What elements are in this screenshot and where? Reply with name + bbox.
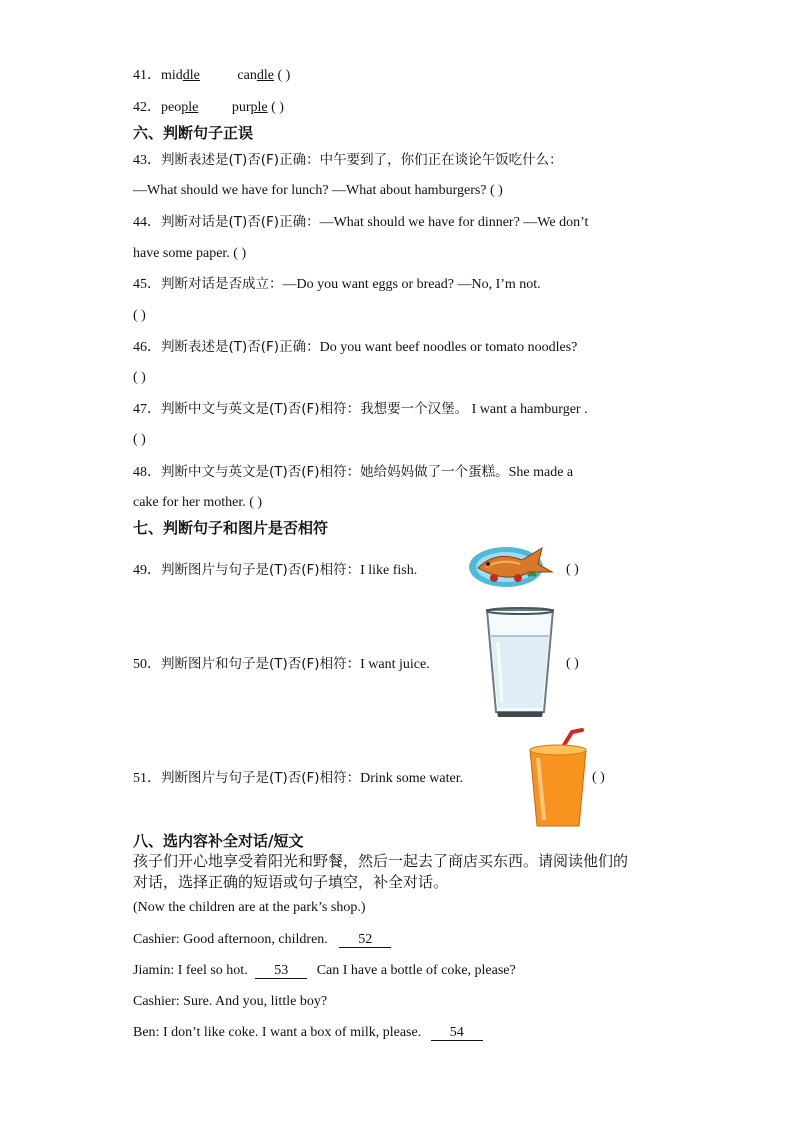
intro-line-1: 孩子们开心地享受着阳光和野餐，然后一起去了商店买东西。请阅读他们的 (133, 852, 629, 870)
q51-answer-paren[interactable]: ( ) (592, 770, 605, 785)
q49-english: I like fish. (360, 563, 418, 578)
blank-53[interactable]: 53 (255, 963, 307, 979)
q44-number: 44． (133, 215, 161, 230)
q42-word1-underlined: ple (181, 100, 199, 115)
question-50 (133, 655, 430, 674)
q45-answer-paren[interactable]: ( ) (133, 308, 146, 323)
question-48-continued: cake for her mother. ( ) (133, 495, 263, 510)
q49-number: 49． (133, 563, 161, 578)
q41-word2-underlined: dle (256, 68, 274, 83)
q46-english: Do you want beef noodles or tomato noodles? (319, 340, 578, 355)
question-44 (133, 213, 588, 232)
juice-surface (530, 745, 586, 755)
q45-english: —Do you want eggs or bread? —No, I’m not. (282, 277, 541, 292)
dialogue-4-text: Ben: I don’t like coke. I want a box of milk, please. (133, 1025, 422, 1040)
q41-word2-prefix: can (237, 68, 257, 83)
q51-number: 51． (133, 771, 161, 786)
question-43 (133, 151, 563, 170)
question-45 (133, 275, 541, 294)
q49-answer-paren[interactable]: ( ) (566, 562, 579, 577)
q41-word1-prefix: mid (161, 68, 183, 83)
q45-number: 45． (133, 277, 161, 292)
q44-chinese: 判断对话是(T)否(F)正确： (161, 214, 320, 230)
q42-word1-prefix: peo (161, 100, 182, 115)
blank-52[interactable]: 52 (339, 932, 391, 948)
q50-number: 50． (133, 657, 161, 672)
q44-english: —What should we have for dinner? —We don’t (319, 215, 589, 230)
q43-number: 43． (133, 153, 161, 168)
q48-chinese: 判断中文与英文是(T)否(F)相符：她给妈妈做了一个蛋糕。 (161, 464, 509, 480)
q50-english: I want juice. (360, 657, 430, 672)
question-46 (133, 338, 577, 357)
q42-word2-prefix: pur (231, 100, 251, 115)
q50-answer-paren[interactable]: ( ) (566, 656, 579, 671)
question-44-continued: have some paper. ( ) (133, 246, 247, 261)
dialogue-2-text-a: Jiamin: I feel so hot. (133, 963, 248, 978)
dialogue-2-text-b: Can I have a bottle of coke, please? (316, 963, 516, 978)
question-51 (133, 769, 463, 788)
q45-chinese: 判断对话是否成立： (161, 276, 283, 292)
q50-chinese: 判断图片和句子是(T)否(F)相符： (161, 656, 361, 672)
tomato-slice-2 (514, 574, 522, 582)
fish-eye (486, 562, 490, 566)
question-49 (133, 561, 417, 580)
q47-english: I want a hamburger . (471, 402, 588, 417)
q47-answer-paren[interactable]: ( ) (133, 432, 146, 447)
question-47 (133, 400, 588, 419)
q47-number: 47． (133, 402, 161, 417)
dialogue-1-text: Cashier: Good afternoon, children. (133, 932, 328, 947)
q46-chinese: 判断表述是(T)否(F)正确： (161, 339, 320, 355)
orange-juice-image (526, 728, 590, 830)
dialogue-line-1 (133, 931, 391, 949)
q51-chinese: 判断图片与句子是(T)否(F)相符： (161, 770, 361, 786)
q49-chinese: 判断图片与句子是(T)否(F)相符： (161, 562, 361, 578)
section-6-title: 六、判断句子正误 (133, 124, 254, 142)
q48-number: 48． (133, 465, 161, 480)
q41-number: 41． (133, 68, 161, 83)
question-48 (133, 463, 573, 482)
question-41 (133, 67, 290, 85)
tomato-slice-1 (490, 574, 498, 582)
water-glass-image (484, 606, 556, 718)
q42-number: 42． (133, 100, 161, 115)
dialogue-line-3: Cashier: Sure. And you, little boy? (133, 994, 328, 1009)
dialogue-line-2 (133, 962, 516, 980)
dialogue-line-4 (133, 1024, 483, 1042)
q48-english: She made a (508, 465, 574, 480)
blank-54[interactable]: 54 (431, 1025, 483, 1041)
q43-chinese: 判断表述是(T)否(F)正确：中午要到了，你们正在谈论午饭吃什么： (161, 152, 563, 168)
q46-answer-paren[interactable]: ( ) (133, 370, 146, 385)
q41-word1-underlined: dle (182, 68, 200, 83)
intro-line-2: 对话，选择正确的短语或句子填空，补全对话。 (133, 873, 449, 891)
q42-answer-paren[interactable]: ( ) (271, 100, 284, 115)
section-7-title: 七、判断句子和图片是否相符 (133, 519, 329, 537)
dialogue-scene-note: (Now the children are at the park’s shop.) (133, 900, 366, 915)
q46-number: 46． (133, 340, 161, 355)
q51-english: Drink some water. (360, 771, 464, 786)
section-8-title: 八、选内容补全对话/短文 (133, 832, 304, 850)
q47-chinese: 判断中文与英文是(T)否(F)相符：我想要一个汉堡。 (161, 401, 469, 417)
fish-plate-image (466, 540, 560, 590)
q42-word2-underlined: ple (250, 100, 268, 115)
q41-answer-paren[interactable]: ( ) (277, 68, 291, 83)
glass-base (497, 712, 543, 717)
question-43-dialogue: —What should we have for lunch? —What about hamburgers? ( ) (133, 183, 503, 198)
question-42 (133, 99, 284, 117)
